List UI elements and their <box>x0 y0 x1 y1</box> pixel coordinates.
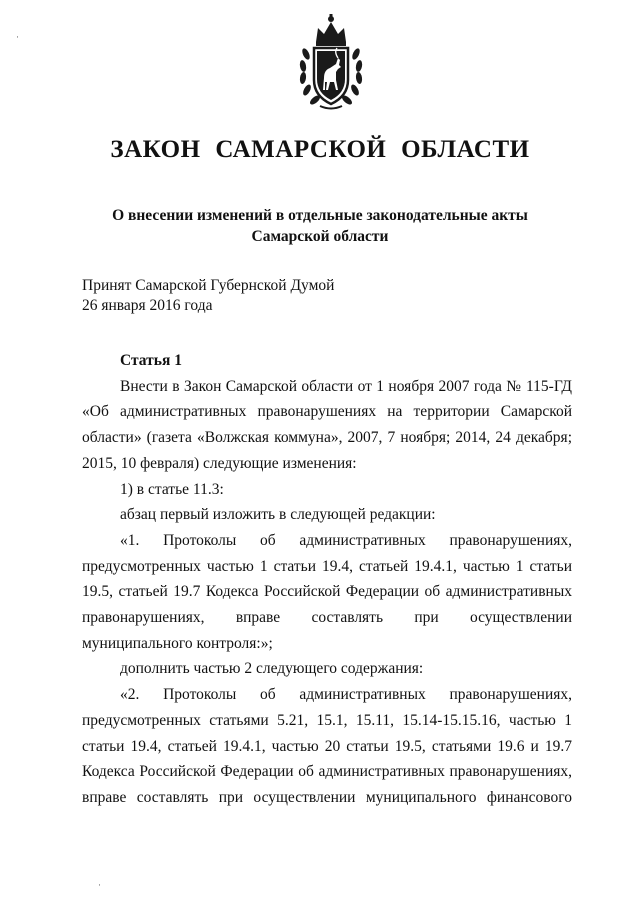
article-intro-paragraph: Внести в Закон Самарской области от 1 ноября 2007 года № 115-ГД «Об административных правонарушениях на территории Самарской области» (газета «Волжская коммуна», 2007, 7 ноября; 2014, 24 декабря; 2015, 10 февраля) следующие изменения: <box>82 377 572 472</box>
scan-speck: · <box>98 880 101 890</box>
article-heading: Статья 1 <box>120 352 182 369</box>
adoption-date: 26 января 2016 года <box>82 297 213 314</box>
page-title: ЗАКОН САМАРСКОЙ ОБЛАСТИ <box>110 136 530 163</box>
scan-speck: · <box>16 32 19 42</box>
subtitle-line: Самарской области <box>251 228 389 245</box>
quoted-part-2: «2. Протоколы об административных правонарушениях, предусмотренных статьями 5.21, 15.1, 15.11, 15.14-15.15.16, частью 1 статьи 19.4, статьей 19.4.1, частью 20 статьи 19.5, статьями 19.6 и 19.7 Кодекса Российской Федерации об административных правонарушениях, вправе составлять при осуществлении муниципального финансового <box>82 686 572 806</box>
samara-coat-of-arms-icon <box>294 12 368 112</box>
list-item: 1) в статье 11.3: <box>120 480 224 498</box>
adoption-info <box>82 276 334 316</box>
quoted-part-1: «1. Протоколы об административных правонарушениях, предусмотренных частью 1 статьи 19.4, статьей 19.4.1, частью 1 статьи 19.5, статьей 19.7 Кодекса Российской Федерации об административных правонарушениях, вправе составлять при осуществлении муниципального контроля:»; <box>82 531 572 652</box>
adopted-by: Принят Самарской Губернской Думой <box>82 277 335 294</box>
law-body <box>82 348 572 811</box>
instruction-paragraph: дополнить частью 2 следующего содержания: <box>120 660 424 678</box>
law-subtitle <box>0 205 640 247</box>
instruction-paragraph: абзац первый изложить в следующей редакции: <box>120 506 436 524</box>
subtitle-line: О внесении изменений в отдельные законодательные акты <box>112 207 528 224</box>
